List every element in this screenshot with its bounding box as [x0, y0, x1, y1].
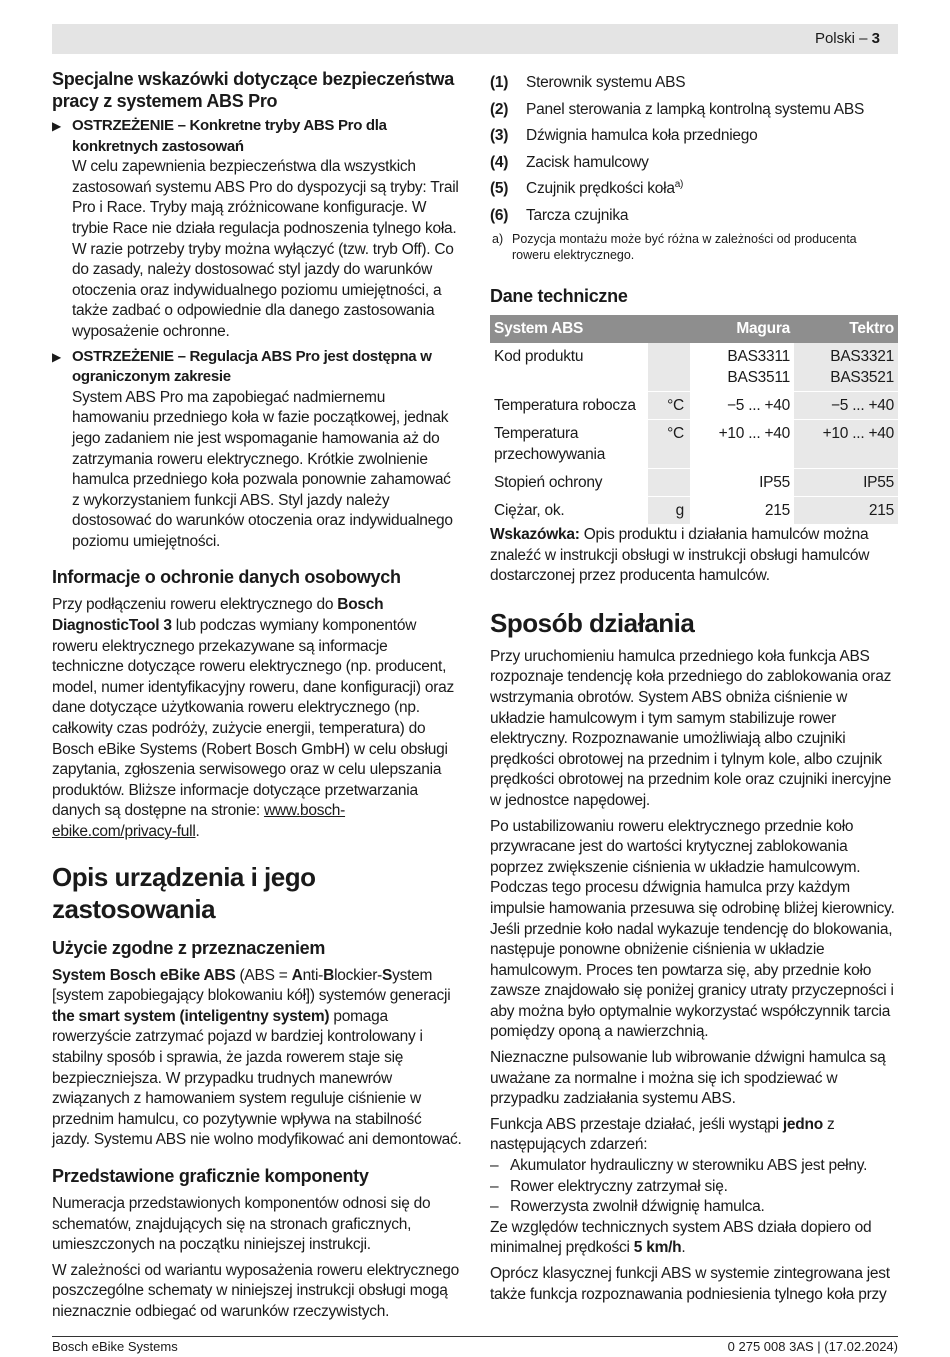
table-header-row: System ABS Magura Tektro [490, 315, 898, 343]
warning-2 [52, 347, 462, 388]
warning-2-title: OSTRZEŻENIE – Regulacja ABS Pro jest dostępna w ograniczonym zakresie [72, 347, 432, 386]
page-number: Polski – 3 [814, 30, 880, 47]
table-row: Temperatura przechowywania °C +10 ... +40 +10 ... +40 [490, 420, 898, 469]
list-item: (4) Zacisk hamulcowy [490, 153, 649, 171]
graphic-components-p2: W zależności od wariantu wyposażenia roweru elektrycznego poszczególne schematy w niniejszej instrukcji obsługi mogą nieznacznie odbiegać od warunków rzeczywistych. [52, 1261, 460, 1320]
list-item: (2) Panel sterowania z lampką kontrolną systemu ABS [490, 100, 865, 118]
footnote: a) Pozycja montażu może być różna w zależności od producenta roweru elektrycznego. [492, 232, 857, 262]
intended-use-heading: Użycie zgodne z przeznaczeniem [52, 937, 326, 958]
warning-2-body: System ABS Pro ma zapobiegać nadmiernemu hamowaniu przedniego koła w fazie początkowej, jednak jego zadaniem nie jest wspomaganie hamowania aż do zatrzymania roweru elektrycznego. Krótkie zwolnienie hamulca przedniego koła pozwala ponownie zahamować z wykorzystaniem funkcji ABS. Styl jazdy należy dostosować do warunków otoczenia oraz indywidualnego poziomu umiejętności. [72, 388, 453, 550]
triangle-bullet-icon: ▶ [52, 119, 62, 133]
warning-1-body: W celu zapewnienia bezpieczeństwa dla wszystkich zastosowań systemu ABS Pro do dyspozycji są tryby: Trail Pro i Race. Tryby mają zróżnicowane konfiguracje. W trybie Race nie działa regulacja podnoszenia tylnego koła. W razie potrzeby tryby można wyłączyć (tzw. tryb Off). Co do zasady, należy dostosować styl jazdy do warunków otoczenia oraz indywidualnego poziomu umiejętności, a także zadbać o odpowiednie dla danego zastosowania wyposażenie ochronne. [72, 158, 459, 340]
list-item: (3) Dźwignia hamulca koła przedniego [490, 127, 758, 144]
tech-note: Wskazówka: Opis produktu i działania hamulców można znaleźć w instrukcji obsługi w instrukcji obsługi hamulców dostarczonej przez producenta hamulców. [490, 526, 870, 585]
table-row: Stopień ochrony IP55 IP55 [490, 469, 898, 497]
left-column [52, 68, 462, 1328]
device-heading: Opis urządzenia i jego zastosowania [52, 861, 316, 924]
operation-p2: Po ustabilizowaniu roweru elektrycznego przednie koło przywracane jest do wartości krytycznej zablokowania poprzez zwiększenie ciśnienia w układzie hamulcowym. Podczas tego procesu dźwignia hamulca przy każdym impulsie hamowania przesuwa się odrobinę bliżej kierownicy. Jeśli przednie koło nadal wykazuje tendencję do blokowania, następuje ponowne obniżenie ciśnienia w układzie hamulcowym. Proces ten powtarza się, aby przednie koło zawsze znajdowało się poniżej granicy utraty przyczepności i aby można było optymalnie wykorzystać współczynnik tarcia pomiędzy oponą a nawierzchnią. [490, 817, 895, 1041]
operation-p4: Funkcja ABS przestaje działać, jeśli wystąpi jedno z następujących zdarzeń: [490, 1115, 835, 1154]
list-item: (6) Tarcza czujnika [490, 206, 629, 224]
operation-p3: Nieznaczne pulsowanie lub wibrowanie dźwigni hamulca są uważane za normalne i można się ich spodziewać w przypadku zadziałania systemu ABS. [490, 1049, 886, 1108]
privacy-heading: Informacje o ochronie danych osobowych [52, 567, 401, 588]
right-column [490, 70, 898, 1305]
list-item: – Rower elektryczny zatrzymał się. [490, 1177, 728, 1195]
table-row: Kod produktu BAS3311 BAS3511 BAS3321 BAS3521 [490, 343, 898, 392]
operation-p1: Przy uruchomieniu hamulca przedniego koła funkcja ABS rozpoznaje tendencję koła przedniego do zablokowania oraz wstrzymania obrotów. System ABS obniża ciśnienie w układzie hamulcowym i tym samym stabilizuje rower elektryczny. Rozpoznawanie umożliwiają albo czujniki prędkości obrotowej na przednim i tylnym kole, albo czujnik prędkości obrotowej na przednim kole oraz czujniki inercyjne w jednostce napędowej. [490, 647, 892, 809]
warning-1-title: OSTRZEŻENIE – Konkretne tryby ABS Pro dla konkretnych zastosowań [72, 117, 387, 155]
table-row: Ciężar, ok. g 215 215 [490, 497, 898, 525]
privacy-paragraph: Przy podłączeniu roweru elektrycznego do Bosch DiagnosticTool 3 lub podczas wymiany komponentów roweru elektrycznego przekazywane są informacje techniczne dotyczące roweru elektrycznego (np. producent, model, numer identyfikacyjny roweru, dane konfiguracji) oraz dane dotyczące użytkowania roweru elektrycznego (np. całkowity czas podróży, zużycie energii, temperatura) do Bosch eBike Systems (Robert Bosch GmbH) w celu obsługi zapytania, zgłoszenia serwisowego oraz w celu ulepszania produktów. Bliższe informacje dotyczące przetwarzania danych są dostępne na stronie: www.bosch-ebike.com/privacy-full. [52, 596, 454, 840]
table-row: Temperatura robocza °C −5 ... +40 −5 ... +40 [490, 392, 898, 420]
operation-heading: Sposób działania [490, 607, 695, 638]
list-item: – Akumulator hydrauliczny w sterowniku ABS jest pełny. [490, 1157, 868, 1175]
list-item: – Rowerzysta zwolnił dźwignię hamulca. [490, 1198, 765, 1216]
component-list [490, 70, 898, 229]
tech-data-heading: Dane techniczne [490, 286, 628, 306]
operation-p5: Ze względów technicznych system ABS działa dopiero od minimalnej prędkości 5 km/h. [490, 1218, 872, 1257]
warning-1 [52, 116, 462, 157]
footer-brand: Bosch eBike Systems [52, 1339, 178, 1354]
safety-heading: Specjalne wskazówki dotyczące bezpieczeństwa pracy z systemem ABS Pro [52, 69, 454, 111]
operation-p6: Oprócz klasycznej funkcji ABS w systemie zintegrowana jest także funkcja rozpoznawania podniesienia tylnego koła przy [490, 1265, 890, 1303]
list-item: (1) Sterownik systemu ABS [490, 74, 686, 91]
footer-doc-id: 0 275 008 3AS | (17.02.2024) [727, 1339, 898, 1354]
tech-data-table [490, 315, 898, 525]
graphic-components-p1: Numeracja przedstawionych komponentów odnosi się do schematów, znajdujących się na stronach graficznych, umieszczonych na początku niniejszej instrukcji. [52, 1194, 431, 1254]
list-item: (5) Czujnik prędkości koła$^{a)}$ [490, 178, 684, 197]
graphic-components-heading: Przedstawione graficznie komponenty [52, 1165, 369, 1186]
privacy-link[interactable]: www.bosch-ebike.com/privacy-full [52, 802, 346, 840]
intended-use-paragraph: System Bosch eBike ABS (ABS = Anti-Blockier-System [system zapobiegający blokowaniu kół]) systemów generacji the smart system (inteligentny system) pomaga rowerzyście zatrzymać pojazd w bardziej kontrolowany i stabilny sposób i sprawia, że jazda rowerem staje się bezpieczniejsza. W przypadku trudnych manewrów związanych z hamowaniem system reguluje ciśnienie w przednim hamulcu, co pozytywnie wpływa na stabilność jazdy. Systemu ABS nie wolno modyfikować ani demontować. [52, 966, 462, 1149]
footer-divider [52, 1336, 898, 1337]
triangle-bullet-icon: ▶ [52, 349, 62, 364]
page-header [52, 24, 898, 54]
